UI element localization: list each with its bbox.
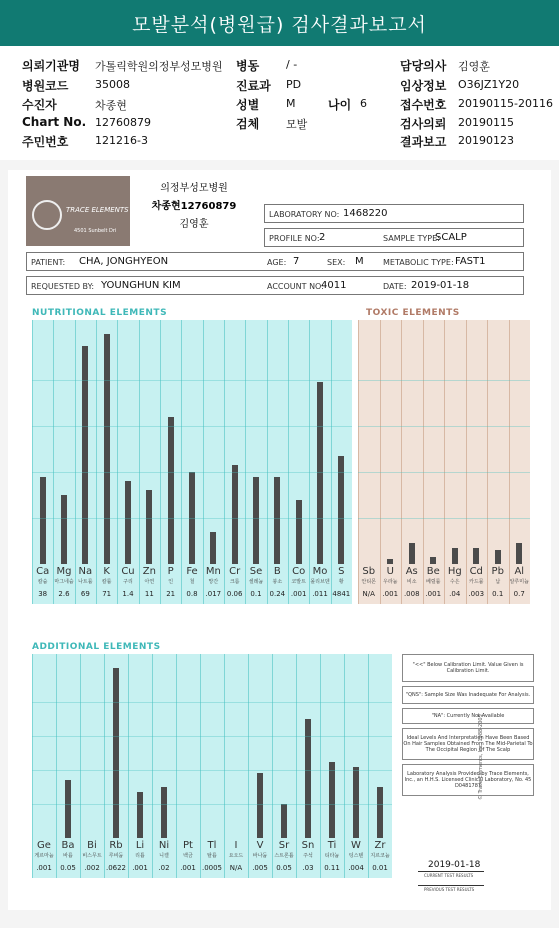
additional-value: .001 — [180, 864, 196, 872]
additional-korean-name: 비스무트 — [82, 853, 102, 859]
footer-previous: PREVIOUS TEST RESULTS — [424, 887, 475, 892]
toxic-symbol: As — [405, 566, 418, 577]
additional-value: 0.05 — [276, 864, 292, 872]
doctor-value: 김영훈 — [458, 60, 490, 73]
age-value-report: 7 — [293, 256, 300, 267]
nutritional-bar — [210, 532, 216, 564]
note-qns: "QNS": Sample Size Was Inadequate For Analysis. — [402, 686, 534, 704]
logo-address: 4501 Sunbelt Dri — [74, 228, 117, 234]
nutritional-value: 2.6 — [58, 590, 70, 598]
toxic-korean-name: 안티몬 — [361, 579, 376, 585]
toxic-symbol: Al — [514, 566, 525, 577]
chart-label: Chart No. — [22, 115, 87, 129]
nutritional-bar — [104, 334, 110, 564]
nutritional-value: 1.4 — [122, 590, 134, 598]
additional-value: .001 — [132, 864, 148, 872]
nutritional-korean-name: 철 — [189, 579, 195, 585]
toxic-symbol: Sb — [362, 566, 376, 577]
toxic-bar — [387, 559, 393, 564]
additional-korean-name: 티타늄 — [324, 853, 340, 859]
nutritional-korean-name: 칼륨 — [101, 579, 112, 585]
nutritional-korean-name: 몰리브덴 — [310, 579, 330, 585]
toxic-bar — [409, 543, 415, 564]
nutritional-symbol: K — [103, 566, 110, 577]
additional-symbol: Ni — [158, 840, 170, 851]
additional-gridline — [32, 736, 392, 737]
nutritional-bar — [253, 477, 259, 564]
nutritional-korean-name: 황 — [338, 579, 344, 585]
nutritional-bar — [82, 346, 88, 565]
additional-korean-name: 주석 — [303, 853, 313, 859]
toxic-value: .04 — [449, 590, 461, 598]
nutritional-value: 4841 — [332, 590, 351, 598]
toxic-gridline — [358, 380, 530, 381]
additional-symbol: Ti — [327, 840, 337, 851]
sample-type-value: SCALP — [435, 232, 467, 243]
org-label: 의뢰기관명 — [22, 59, 80, 73]
page-title: 모발분석(병원급) 검사결과보고서 — [0, 0, 559, 46]
nutritional-bar — [168, 417, 174, 564]
additional-value: .004 — [348, 864, 364, 872]
additional-symbol: Sn — [301, 840, 315, 851]
nutritional-symbol: Cu — [121, 566, 135, 577]
nutritional-korean-name: 크롬 — [229, 579, 240, 585]
additional-gridline — [32, 702, 392, 703]
nutritional-value: .017 — [205, 590, 222, 598]
toxic-title: TOXIC ELEMENTS — [366, 308, 460, 318]
toxic-korean-name: 납 — [495, 579, 501, 585]
toxic-symbol: Hg — [447, 566, 462, 577]
nutritional-symbol: Co — [292, 566, 306, 577]
note-interpretation: Ideal Levels And Interpretation Have Been Based On Hair Samples Obtained From The Mid-Parietal To The Occipital Region Of The Scalp — [402, 728, 534, 760]
profile-value: 2 — [319, 232, 326, 243]
metabolic-label: METABOLIC TYPE: — [383, 258, 454, 267]
nutritional-symbol: Na — [78, 566, 93, 577]
additional-korean-name: 니켈 — [159, 853, 169, 859]
toxic-gridline — [358, 472, 530, 473]
hosp-code-value: 35008 — [95, 78, 130, 91]
nutritional-value: 69 — [80, 590, 90, 598]
nutritional-value: 0.24 — [269, 590, 286, 598]
additional-bar — [257, 773, 263, 838]
profile-label: PROFILE NO: — [269, 234, 320, 243]
profile-box — [264, 228, 524, 247]
additional-value: 0.01 — [372, 864, 388, 872]
nutritional-value: 71 — [102, 590, 112, 598]
additional-value: .005 — [252, 864, 268, 872]
additional-symbol: W — [351, 840, 361, 851]
toxic-bar — [430, 557, 436, 564]
additional-korean-name: 백금 — [183, 853, 193, 859]
ward-value: / - — [286, 58, 298, 71]
patient-value: CHA, JONGHYEON — [79, 256, 169, 267]
note-laboratory: Laboratory Analysis Provided by Trace Elements, Inc., an H.H.S. Licensed Clinical Laboratory, No. 45 D0481787 — [402, 764, 534, 796]
account-value: 4011 — [321, 280, 347, 291]
additional-title: ADDITIONAL ELEMENTS — [32, 642, 161, 652]
nutritional-value: 11 — [144, 590, 154, 598]
additional-symbol: Rb — [109, 840, 123, 851]
additional-chart — [32, 654, 392, 876]
additional-symbol: Ge — [37, 840, 51, 851]
dept-label: 진료과 — [236, 79, 271, 93]
sex-label-report: SEX: — [327, 258, 346, 267]
additional-korean-name: 바나듐 — [252, 853, 268, 859]
footer-date: 2019-01-18 — [428, 860, 481, 870]
nutritional-symbol: S — [338, 566, 345, 577]
additional-korean-name: 지르코늄 — [370, 853, 390, 859]
stamp-patient: 차종현12760879 — [151, 201, 237, 212]
additional-symbol: Tl — [207, 840, 217, 851]
additional-korean-name: 게르마늄 — [34, 853, 54, 859]
nutritional-korean-name: 붕소 — [272, 579, 283, 585]
additional-bar — [377, 787, 383, 838]
nutritional-bar — [146, 490, 152, 564]
toxic-chart — [358, 320, 530, 602]
requested-label: REQUESTED BY: — [31, 282, 95, 291]
additional-korean-name: 텅스텐 — [348, 853, 364, 859]
lab-no-label: LABORATORY NO: — [269, 210, 340, 219]
additional-value: .03 — [302, 864, 314, 872]
nutritional-korean-name: 나트륨 — [78, 579, 93, 585]
sex-label: 성별 — [236, 98, 260, 112]
toxic-bar — [473, 548, 479, 564]
toxic-value: 0.7 — [513, 590, 525, 598]
note-calibration: "<<" Below Calibration Limit. Value Given is Calibration Limit. — [402, 654, 534, 682]
patient-label: PATIENT: — [31, 258, 66, 267]
nutritional-korean-name: 마그네슘 — [54, 579, 74, 585]
current-line — [418, 871, 484, 872]
copyright: © Trace Elements, Inc. 1988-2005 — [478, 714, 484, 800]
nutritional-korean-name: 셀레늄 — [248, 579, 264, 585]
toxic-symbol: U — [386, 566, 394, 577]
additional-symbol: Bi — [87, 840, 97, 851]
toxic-korean-name: 베릴륨 — [426, 579, 441, 585]
nutritional-symbol: Cr — [229, 566, 241, 577]
stamp-hospital: 의정부성모병원 — [160, 183, 228, 194]
additional-symbol: Li — [135, 840, 145, 851]
toxic-symbol: Pb — [491, 566, 504, 577]
additional-symbol: Ba — [61, 840, 75, 851]
nutritional-korean-name: 아연 — [144, 579, 155, 585]
lab-report — [8, 170, 551, 910]
stamp-doctor: 김영훈 — [179, 219, 209, 230]
logo-text: TRACE ELEMENTS — [66, 206, 129, 214]
additional-value: 0.11 — [324, 864, 340, 872]
chart-value: 12760879 — [95, 116, 151, 129]
additional-bar — [161, 787, 167, 838]
additional-value: .001 — [36, 864, 52, 872]
nutritional-bar — [125, 481, 131, 564]
additional-bar — [65, 780, 71, 838]
additional-value: 0.05 — [60, 864, 76, 872]
nutritional-symbol: B — [273, 566, 281, 577]
additional-value: .0005 — [201, 864, 223, 872]
nutritional-symbol: Mg — [56, 566, 72, 577]
additional-korean-name: 루비듐 — [108, 853, 124, 859]
toxic-korean-name: 알루미늄 — [509, 579, 529, 585]
toxic-value: N/A — [362, 590, 375, 598]
toxic-symbol: Be — [426, 566, 440, 577]
nutritional-bar — [232, 465, 238, 564]
account-label: ACCOUNT NO: — [267, 282, 324, 291]
nutritional-symbol: Se — [249, 566, 263, 577]
nutritional-symbol: Ca — [36, 566, 50, 577]
toxic-symbol: Cd — [469, 566, 483, 577]
date-label: DATE: — [383, 282, 407, 291]
specimen-value: 모발 — [286, 118, 308, 131]
additional-korean-name: 바륨 — [63, 853, 73, 859]
receipt-label: 접수번호 — [400, 98, 447, 112]
sex-value: M — [286, 97, 296, 110]
toxic-korean-name: 비소 — [406, 579, 417, 585]
specimen-label: 검체 — [236, 117, 260, 131]
nutritional-value: 38 — [38, 590, 48, 598]
doctor-label: 담당의사 — [400, 59, 447, 73]
ward-label: 병동 — [236, 59, 260, 73]
request-label: 검사의뢰 — [400, 117, 447, 131]
toxic-value: .003 — [468, 590, 485, 598]
additional-bar — [281, 804, 287, 838]
report-date-value: 20190123 — [458, 134, 514, 147]
hospital-stamp — [130, 176, 258, 246]
toxic-value: .001 — [425, 590, 442, 598]
additional-korean-name: 탈륨 — [207, 853, 217, 859]
toxic-column — [358, 320, 380, 604]
nutritional-symbol: P — [167, 566, 174, 577]
request-value: 20190115 — [458, 116, 514, 129]
toxic-bar — [516, 543, 522, 564]
nutritional-bar — [40, 477, 46, 564]
toxic-bar — [452, 548, 458, 564]
requested-row — [26, 276, 524, 295]
nutritional-korean-name: 인 — [168, 579, 174, 585]
nutritional-value: 0.1 — [250, 590, 262, 598]
nutritional-bar — [61, 495, 67, 564]
additional-gridline — [32, 804, 392, 805]
patient-row — [26, 252, 524, 271]
additional-symbol: V — [256, 840, 264, 851]
footer-current: CURRENT TEST RESULTS — [424, 873, 474, 878]
additional-bar — [113, 668, 119, 838]
additional-symbol: Zr — [374, 840, 386, 851]
additional-value: .0622 — [105, 864, 127, 872]
nutritional-symbol: Fe — [186, 566, 198, 577]
nutritional-korean-name: 코발트 — [291, 579, 306, 585]
clinical-label: 임상정보 — [400, 79, 447, 93]
nutritional-value: 0.8 — [186, 590, 198, 598]
toxic-value: .008 — [403, 590, 420, 598]
recipient-value: 차종현 — [95, 99, 127, 112]
age-label: 나이 — [328, 98, 352, 112]
nutritional-bar — [317, 382, 323, 564]
nutritional-gridline — [32, 472, 352, 473]
additional-bar — [329, 762, 335, 839]
previous-line — [418, 885, 484, 886]
globe-icon — [32, 200, 62, 230]
age-value: 6 — [360, 97, 367, 110]
nutritional-bar — [274, 477, 280, 564]
additional-bar — [353, 767, 359, 838]
nutritional-symbol: Mn — [205, 566, 221, 577]
sex-value-report: M — [355, 256, 364, 267]
nutritional-korean-name: 망간 — [208, 579, 219, 585]
clinical-value: O36JZ1Y20 — [458, 78, 520, 91]
additional-value: .02 — [158, 864, 170, 872]
nutritional-value: .001 — [290, 590, 307, 598]
nutritional-value: 21 — [166, 590, 176, 598]
additional-bar — [137, 792, 143, 838]
additional-gridline — [32, 770, 392, 771]
note-na: "NA": Currently Not Available — [402, 708, 534, 724]
additional-korean-name: 스트론튬 — [274, 853, 294, 859]
additional-korean-name: 요오드 — [228, 853, 244, 859]
report-date-label: 결과보고 — [400, 135, 447, 149]
toxic-korean-name: 수은 — [449, 579, 460, 585]
requested-value: YOUNGHUN KIM — [101, 280, 181, 291]
nutritional-gridline — [32, 426, 352, 427]
toxic-korean-name: 우라늄 — [383, 579, 398, 585]
recipient-label: 수진자 — [22, 98, 57, 112]
receipt-value: 20190115-20116 — [458, 97, 553, 110]
nutritional-gridline — [32, 380, 352, 381]
metabolic-value: FAST1 — [455, 256, 486, 267]
nutritional-korean-name: 칼슘 — [37, 579, 48, 585]
additional-value: N/A — [229, 864, 243, 872]
toxic-value: 0.1 — [492, 590, 504, 598]
hosp-code-label: 병원코드 — [22, 79, 69, 93]
toxic-bar — [495, 550, 501, 564]
rrn-label: 주민번호 — [22, 135, 69, 149]
toxic-korean-name: 카드뮴 — [469, 579, 484, 585]
additional-symbol: Pt — [183, 840, 193, 851]
lab-no-box — [264, 204, 524, 223]
dept-value: PD — [286, 78, 302, 91]
nutritional-symbol: Mo — [312, 566, 328, 577]
additional-symbol: Sr — [278, 840, 290, 851]
toxic-gridline — [358, 426, 530, 427]
date-value: 2019-01-18 — [411, 280, 470, 291]
nutritional-symbol: Zn — [142, 566, 156, 577]
toxic-value: .001 — [382, 590, 399, 598]
additional-value: .002 — [84, 864, 100, 872]
rrn-value: 121216-3 — [95, 134, 148, 147]
additional-symbol: I — [234, 840, 238, 851]
lab-no-value: 1468220 — [343, 208, 388, 219]
nutritional-chart — [32, 320, 352, 602]
age-label-report: AGE: — [267, 258, 287, 267]
nutritional-gridline — [32, 518, 352, 519]
nutritional-title: NUTRITIONAL ELEMENTS — [32, 308, 168, 318]
sample-type-label: SAMPLE TYPE: — [383, 234, 440, 243]
nutritional-value: 0.06 — [226, 590, 243, 598]
nutritional-value: .011 — [312, 590, 328, 598]
toxic-gridline — [358, 518, 530, 519]
additional-korean-name: 리튬 — [135, 853, 145, 859]
org-value: 가톨릭학원의정부성모병원 — [95, 60, 223, 73]
patient-info — [0, 52, 559, 152]
nutritional-bar — [296, 500, 302, 564]
nutritional-korean-name: 구리 — [123, 579, 133, 585]
